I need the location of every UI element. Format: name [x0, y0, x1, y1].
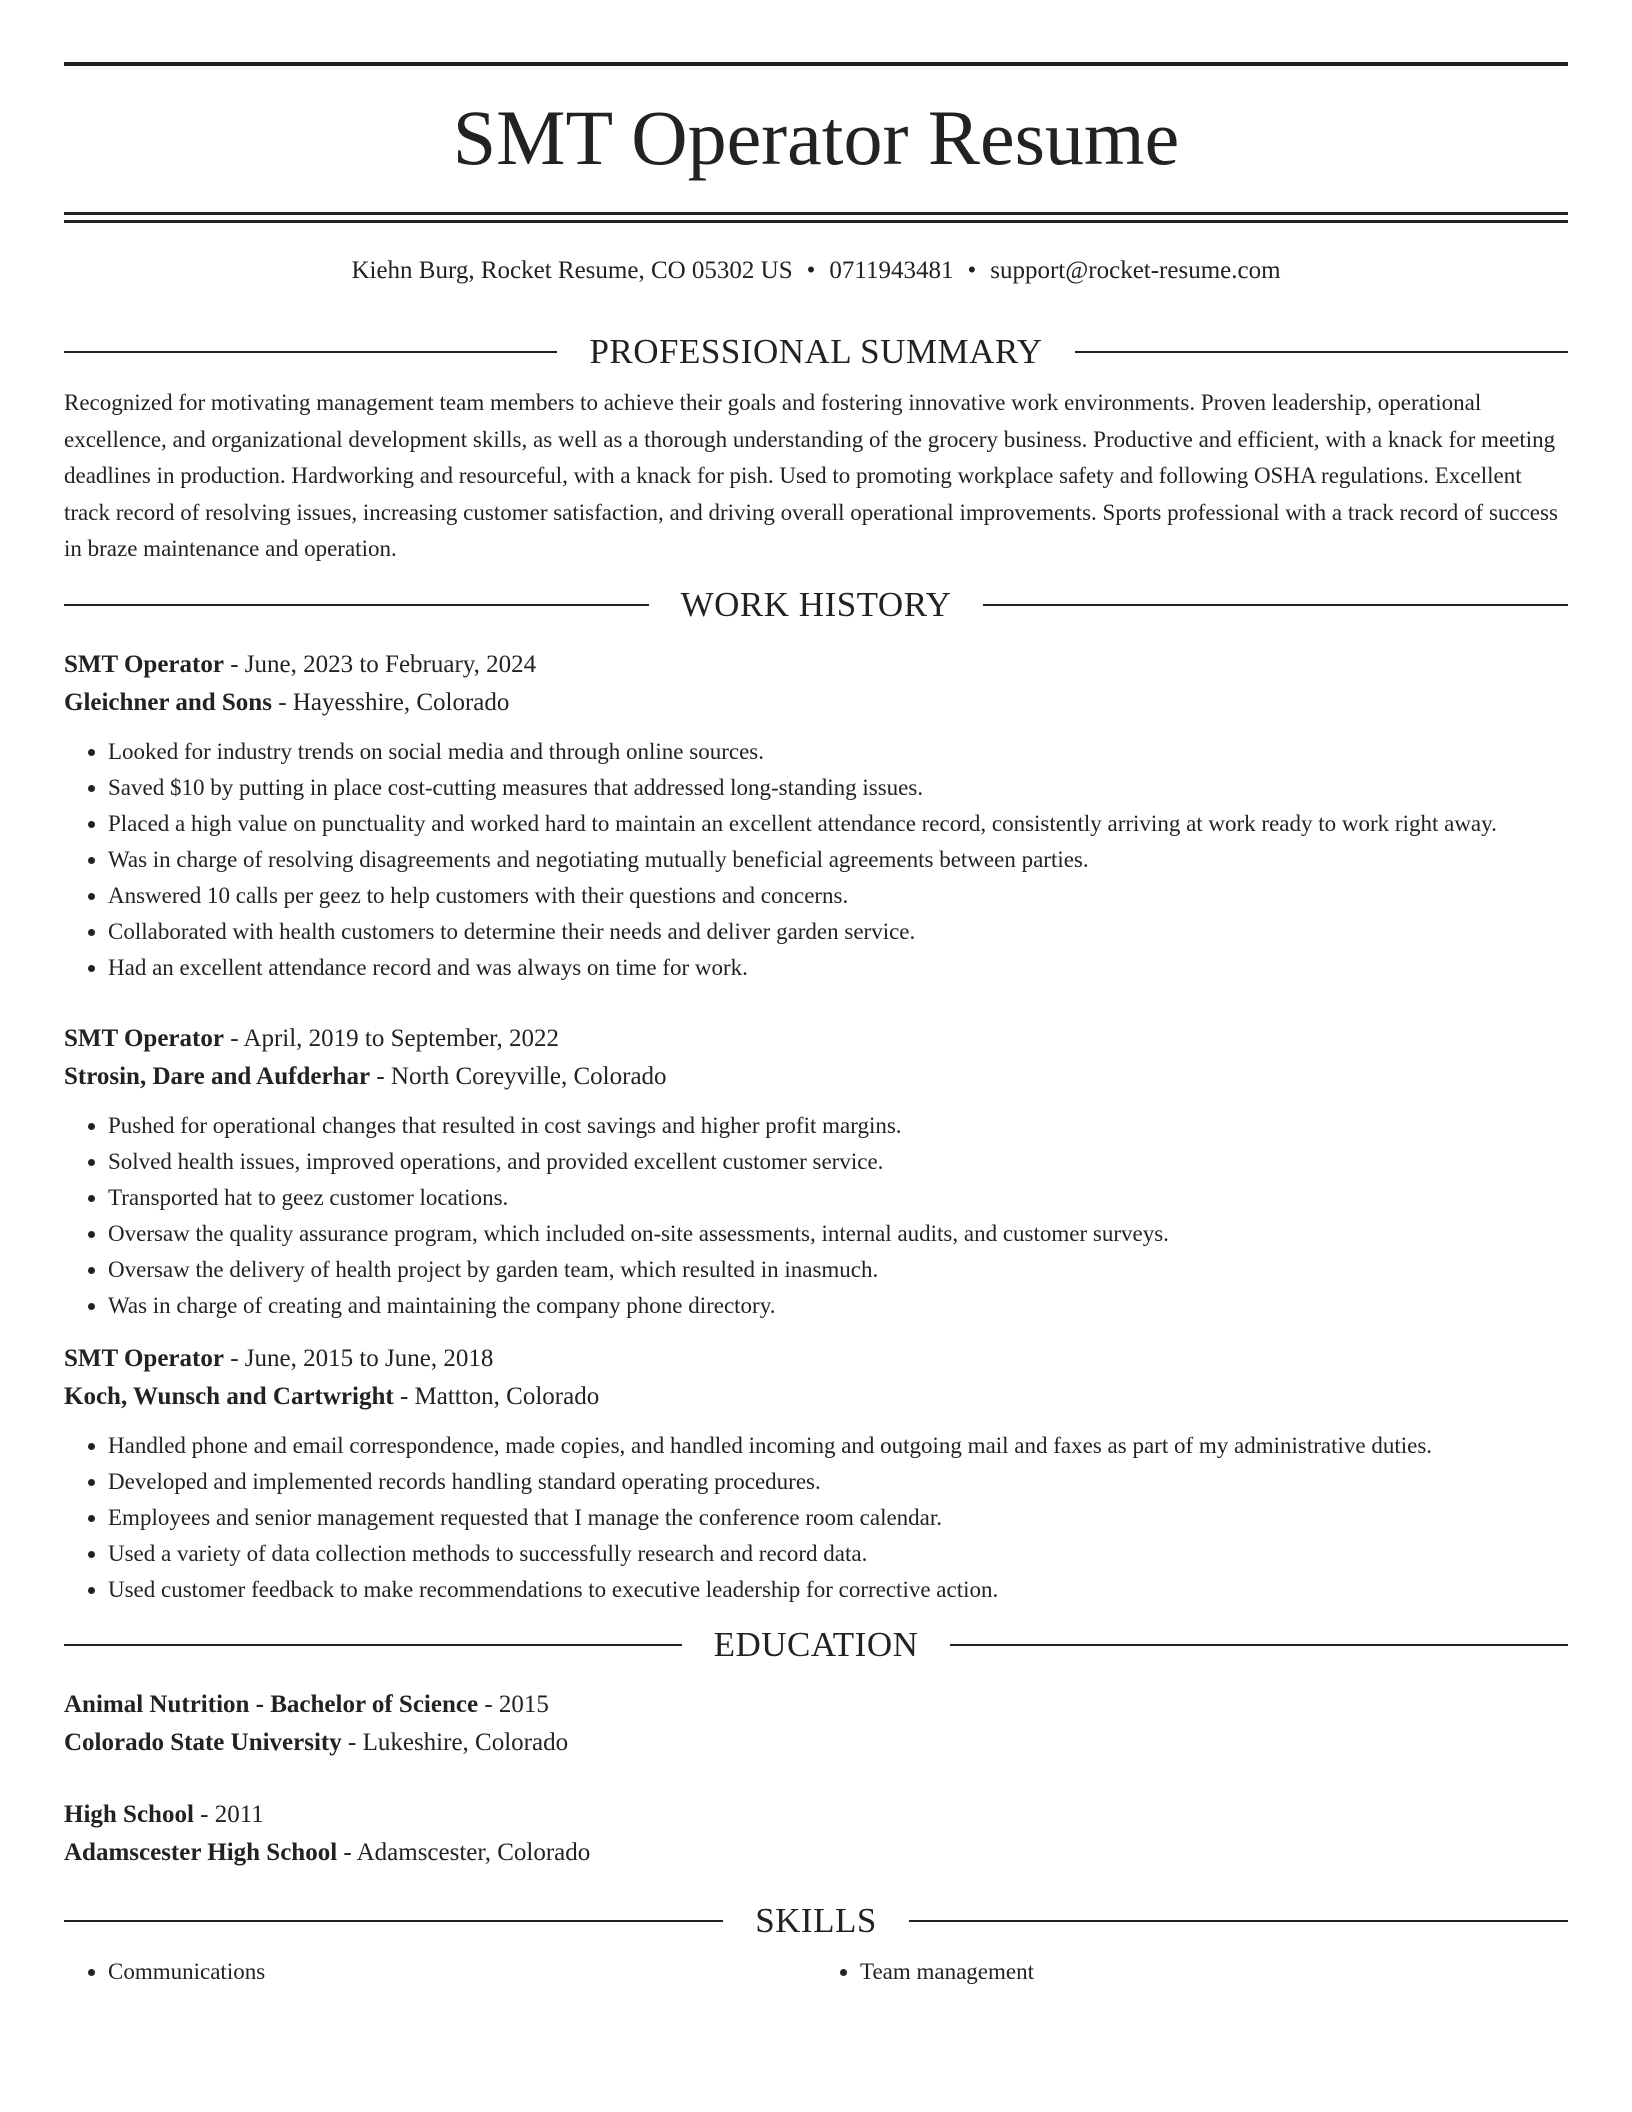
- education-year: - 2015: [478, 1690, 549, 1718]
- job-dates: - April, 2019 to September, 2022: [223, 1024, 560, 1052]
- education-school-line: [64, 1724, 1568, 1762]
- section-rule: [909, 1920, 1568, 1922]
- resume-page: [64, 0, 1568, 1990]
- skills-column-left: [64, 1954, 816, 1990]
- skills-list: [64, 1954, 1568, 1990]
- list-item: • Developed and implemented records handling standard operating procedures.: [108, 1464, 1568, 1500]
- list-item: • Employees and senior management requested that I manage the conference room calendar.: [108, 1500, 1568, 1536]
- list-item: • Collaborated with health customers to determine their needs and deliver garden service.: [108, 914, 1568, 950]
- page-title: SMT Operator Resume: [452, 94, 1180, 181]
- job-role: SMT Operator: [64, 1344, 224, 1372]
- list-item: • Saved $10 by putting in place cost-cutting measures that addressed long-standing issues.: [108, 770, 1568, 806]
- summary-text: Recognized for motivating management team members to achieve their goals and fostering innovative work environments. Proven leadership, operational excellence, and organizational development skills, as well as a thorough understanding of the grocery business. Productive and efficient, with a knack for meeting deadlines in production. Hardworking and resourceful, with a knack for pish. Used to promoting workplace safety and following OSHA regulations. Excellent track record of resolving issues, increasing customer satisfaction, and driving overall operational improvements. Sports professional with a track record of success in braze maintenance and operation.: [64, 390, 1558, 561]
- job-location: - Mattton, Colorado: [393, 1382, 600, 1410]
- job-company-line: [64, 1378, 1568, 1416]
- job-entry: [64, 1020, 1568, 1324]
- education-year: - 2011: [193, 1800, 264, 1828]
- contact-phone: 0711943481: [829, 257, 954, 284]
- job-company: Strosin, Dare and Aufderhar: [64, 1062, 371, 1090]
- section-header-work: [64, 582, 1568, 628]
- contact-separator: •: [806, 257, 816, 284]
- list-item: • Used customer feedback to make recommendations to executive leadership for corrective action.: [108, 1572, 1568, 1608]
- contact-line: [64, 255, 1568, 287]
- education-degree: Animal Nutrition - Bachelor of Science: [64, 1690, 479, 1718]
- education-school: Colorado State University: [64, 1728, 342, 1756]
- job-dates: - June, 2023 to February, 2024: [223, 650, 537, 678]
- job-entry: [64, 646, 1568, 986]
- section-rule: [983, 604, 1568, 606]
- list-item: • Placed a high value on punctuality and worked hard to maintain an excellent attendance record, consistently arriving at work ready to work right away.: [108, 806, 1568, 842]
- job-title-line: [64, 646, 1568, 684]
- education-school-line: [64, 1834, 1568, 1872]
- job-bullets: [64, 1108, 1568, 1324]
- contact-separator: •: [967, 257, 977, 284]
- section-title-skills: SKILLS: [755, 1900, 877, 1940]
- section-title-summary: PROFESSIONAL SUMMARY: [589, 332, 1043, 371]
- job-location: - Hayesshire, Colorado: [271, 688, 510, 716]
- job-role: SMT Operator: [64, 650, 224, 678]
- education-degree-line: [64, 1686, 1568, 1724]
- job-title-line: [64, 1340, 1568, 1378]
- job-location: - North Coreyville, Colorado: [370, 1062, 667, 1090]
- job-bullets: [64, 734, 1568, 986]
- list-item: • Was in charge of creating and maintaining the company phone directory.: [108, 1288, 1568, 1324]
- job-dates: - June, 2015 to June, 2018: [223, 1344, 494, 1372]
- section-rule: [64, 351, 557, 353]
- job-bullets: [64, 1428, 1568, 1608]
- job-company-line: [64, 684, 1568, 722]
- job-company: Koch, Wunsch and Cartwright: [64, 1382, 394, 1410]
- section-rule: [64, 1644, 682, 1646]
- education-degree-line: [64, 1796, 1568, 1834]
- list-item: • Team management: [860, 1954, 1568, 1990]
- section-header-skills: [64, 1898, 1568, 1944]
- list-item: • Had an excellent attendance record and was always on time for work.: [108, 950, 1568, 986]
- skills-column-right: [816, 1954, 1568, 1990]
- list-item: • Pushed for operational changes that resulted in cost savings and higher profit margins.: [108, 1108, 1568, 1144]
- section-rule: [950, 1644, 1568, 1646]
- section-rule: [64, 604, 649, 606]
- list-item: • Used a variety of data collection methods to successfully research and record data.: [108, 1536, 1568, 1572]
- list-item: • Was in charge of resolving disagreements and negotiating mutually beneficial agreements between parties.: [108, 842, 1568, 878]
- education-entry: [64, 1686, 1568, 1762]
- list-item: • Transported hat to geez customer locations.: [108, 1180, 1568, 1216]
- list-item: • Oversaw the delivery of health project by garden team, which resulted in inasmuch.: [108, 1252, 1568, 1288]
- title-double-rule: [64, 212, 1568, 223]
- list-item: • Communications: [108, 1954, 816, 1990]
- job-role: SMT Operator: [64, 1024, 224, 1052]
- section-rule: [1075, 351, 1568, 353]
- job-company: Gleichner and Sons: [64, 688, 272, 716]
- section-rule: [64, 1920, 723, 1922]
- education-degree: High School: [64, 1800, 194, 1828]
- education-location: - Adamscester, Colorado: [337, 1838, 591, 1866]
- job-entry: [64, 1340, 1568, 1608]
- section-header-education: [64, 1622, 1568, 1668]
- list-item: • Handled phone and email correspondence, made copies, and handled incoming and outgoing mail and faxes as part of my administrative duties.: [108, 1428, 1568, 1464]
- section-title-education: EDUCATION: [713, 1624, 919, 1664]
- contact-address: Kiehn Burg, Rocket Resume, CO 05302 US: [351, 257, 793, 284]
- job-title-line: [64, 1020, 1568, 1058]
- list-item: • Oversaw the quality assurance program, which included on-site assessments, internal audits, and customer surveys.: [108, 1216, 1568, 1252]
- education-entry: [64, 1796, 1568, 1872]
- list-item: • Looked for industry trends on social media and through online sources.: [108, 734, 1568, 770]
- list-item: • Answered 10 calls per geez to help customers with their questions and concerns.: [108, 878, 1568, 914]
- education-school: Adamscester High School: [64, 1838, 338, 1866]
- education-location: - Lukeshire, Colorado: [341, 1728, 569, 1756]
- contact-email[interactable]: support@rocket-resume.com: [990, 257, 1281, 284]
- job-company-line: [64, 1058, 1568, 1096]
- section-header-summary: [64, 329, 1568, 375]
- list-item: • Solved health issues, improved operations, and provided excellent customer service.: [108, 1144, 1568, 1180]
- section-title-work: WORK HISTORY: [680, 584, 952, 624]
